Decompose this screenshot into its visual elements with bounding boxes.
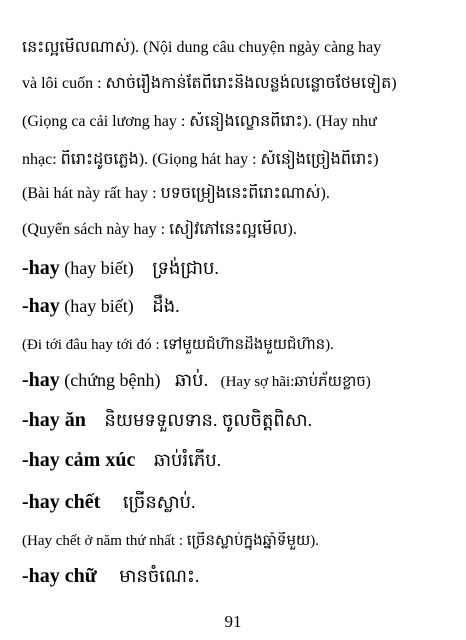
entry-gloss: ច្រើនស្លាប់. <box>122 492 196 512</box>
dictionary-entry <box>22 256 456 280</box>
entry-term: -hay chết <box>22 491 101 513</box>
entry-term: -hay ăn <box>22 409 86 431</box>
text-line: (Quyển sách này hay : សៀវភៅនេះល្អមើល). <box>22 221 297 238</box>
entry-gloss: ទ្រង់ជ្រាប. <box>152 258 219 278</box>
dictionary-entry <box>22 490 456 514</box>
entry-term: -hay <box>22 257 60 279</box>
text-line: nhạc: ពីរោះដូចភ្លេង). (Giọng hát hay : សំនៀងច្រៀងពីរោះ) <box>22 151 379 168</box>
entry-term: -hay chữ <box>22 565 97 587</box>
entry-note: (hay biết) <box>64 296 134 316</box>
entry-note: (chứng bệnh) <box>64 370 161 390</box>
dictionary-entry <box>22 294 456 318</box>
entry-term: -hay <box>22 369 60 391</box>
page-number: 91 <box>224 612 242 631</box>
entry-gloss: ឆាប់. <box>175 370 209 390</box>
entry-term: -hay cảm xúc <box>22 449 136 471</box>
text-line: (Bài hát này rất hay : បទចម្រៀងនេះពីរោះណាស់). <box>22 185 330 202</box>
entry-gloss: ដឹង. <box>152 296 180 316</box>
entry-gloss: ឆាប់រំភើប. <box>153 450 222 470</box>
dictionary-entry <box>22 368 456 392</box>
entry-gloss: មានចំណេះ. <box>119 566 200 586</box>
entry-note: (hay biết) <box>64 258 134 278</box>
text-line: (Giọng ca cải lương hay : សំនៀងល្ខោនពីរោះ). (Hay như <box>22 113 377 130</box>
text-line: នេះល្អមើលណាស់). (Nội dung câu chuyện ngày càng hay <box>22 39 382 56</box>
text-line: (Hay chết ở năm thứ nhất : ច្រើនស្លាប់ក្នុងឆ្នាំទីមួយ). <box>22 533 319 549</box>
entry-example: (Hay sợ hãi:ឆាប់ភ័យខ្លាច) <box>220 374 371 390</box>
entry-term: -hay <box>22 295 60 317</box>
text-line: (Đi tới đâu hay tới đó : ទៅមួយជំហ៊ានដឹងមួយជំហ៊ាន). <box>22 337 334 353</box>
text-line: và lôi cuốn : សាច់រឿងកាន់តែពីរោះនិងលន្លង់លន្លោចថែមទៀត) <box>22 75 397 92</box>
dictionary-entry <box>22 448 456 472</box>
entry-gloss: និយមទទួលទាន. ចូលចិត្តពិសា. <box>104 410 313 430</box>
dictionary-entry <box>22 408 456 432</box>
dictionary-entry <box>22 564 456 588</box>
